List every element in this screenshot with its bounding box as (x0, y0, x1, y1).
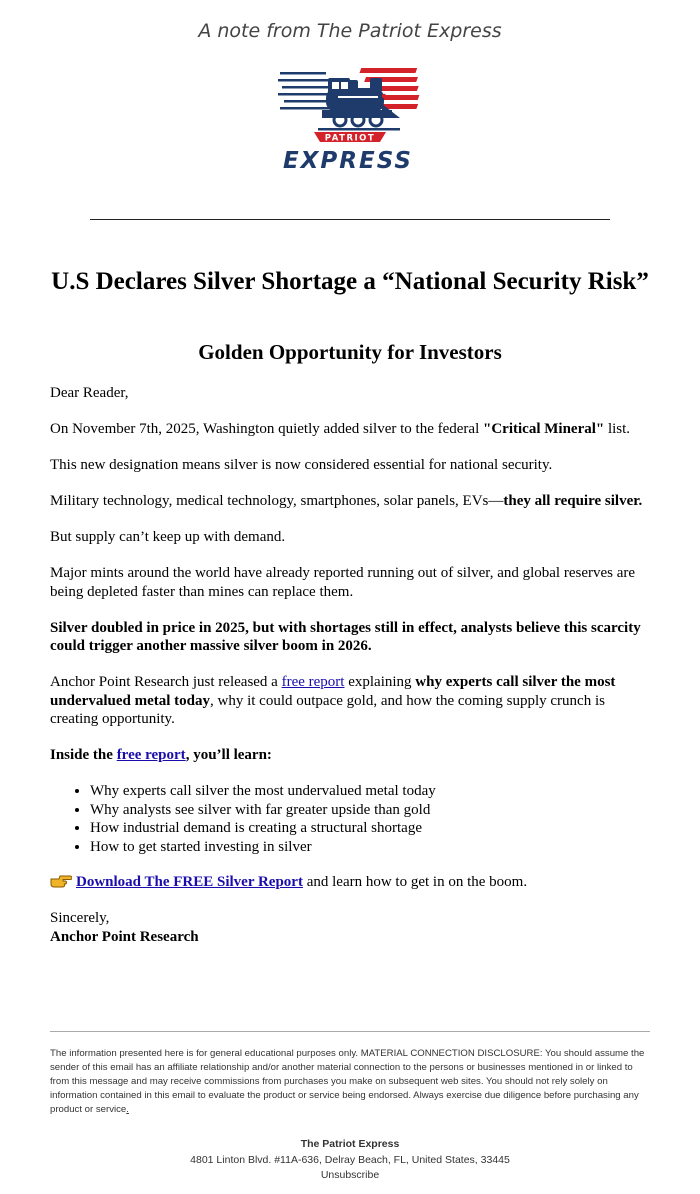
disclaimer-text: The information presented here is for general educational purposes only. MATERIAL CONNECTION DISCLOSURE: You should assume the sender of this email has an affiliate relationship and/or another material connection to the persons or businesses mentioned in or linked to from this message and may receive commissions from purchases you make on subsequent web sites. You should not rely solely on information contained in this email to evaluate the product or service being endorsed. Always exercise due diligence before purchasing any product or service (50, 1048, 645, 1115)
paragraph-uses (50, 492, 650, 511)
download-report-link[interactable]: Download The FREE Silver Report (76, 874, 303, 890)
p3-text: Military technology, medical technology, smartphones, solar panels, EVs— (50, 493, 504, 509)
disclaimer (50, 1047, 650, 1117)
p7-bold: why experts call silver the most undervalued metal today (50, 674, 616, 709)
paragraph-report (50, 673, 650, 729)
p6-bold: Silver doubled in price in 2025, but with shortages still in effect, analysts believe this scarcity could trigger another massive silver boom in 2026. (50, 619, 641, 654)
list-item: • Why analysts see silver with far greater upside than gold (90, 801, 650, 820)
free-report-link-2[interactable]: free report (116, 747, 186, 763)
p7-before: Anchor Point Research just released a (50, 674, 282, 690)
unsubscribe-link[interactable]: Unsubscribe (320, 1169, 380, 1181)
paragraph-designation: This new designation means silver is now considered essential for national security. (50, 457, 553, 473)
logo-line1: PATRIOT (324, 133, 376, 144)
footer (50, 1137, 650, 1184)
subheadline: Golden Opportunity for Investors (198, 340, 502, 364)
cta-line (50, 873, 650, 892)
tagline: A note from The Patriot Express (198, 20, 502, 42)
learn-heading-after: , you’ll learn: (185, 747, 272, 763)
logo-line2: EXPRESS (282, 148, 414, 172)
p7-after: , why it could outpace gold, and how the coming supply crunch is creating opportunity. (50, 692, 605, 727)
list-item: • Why experts call silver the most undervalued metal today (90, 782, 650, 801)
paragraph-price (50, 619, 650, 656)
article-body (50, 384, 650, 946)
disclaimer-end: . (126, 1104, 129, 1115)
paragraph-mints: Major mints around the world have already reported running out of silver, and global reserves are being depleted faster than mines can replace them. (50, 565, 636, 600)
closing: Sincerely, (50, 910, 110, 926)
cta-after: and learn how to get in on the boom. (302, 874, 528, 890)
signature: Anchor Point Research (50, 928, 199, 945)
learn-list (50, 782, 650, 856)
list-item: • How to get started investing in silver (90, 838, 650, 857)
p1-after: list. (604, 421, 631, 437)
divider-top (90, 219, 610, 220)
patriot-express-logo (278, 66, 422, 172)
divider-bottom (50, 1031, 650, 1032)
p3-bold: they all require silver. (503, 493, 643, 509)
train-logo-icon (278, 66, 422, 172)
paragraph-critical-mineral (50, 420, 650, 439)
headline: U.S Declares Silver Shortage a “National Security Risk” (51, 268, 649, 295)
footer-company: The Patriot Express (300, 1138, 400, 1150)
free-report-link[interactable]: free report (281, 674, 345, 690)
closing-block (50, 909, 650, 946)
learn-heading (50, 746, 650, 765)
greeting: Dear Reader, (50, 385, 129, 401)
pointing-hand-icon (50, 874, 72, 888)
list-item: • How industrial demand is creating a structural shortage (90, 819, 650, 838)
learn-heading-before: Inside the (50, 747, 117, 763)
p1-text: On November 7th, 2025, Washington quietly added silver to the federal (50, 421, 484, 437)
paragraph-supply: But supply can’t keep up with demand. (50, 529, 286, 545)
footer-address: 4801 Linton Blvd. #11A-636, Delray Beach, FL, United States, 33445 (190, 1153, 510, 1166)
p1-bold: "Critical Mineral" (483, 421, 605, 437)
p7-mid: explaining (344, 674, 416, 690)
